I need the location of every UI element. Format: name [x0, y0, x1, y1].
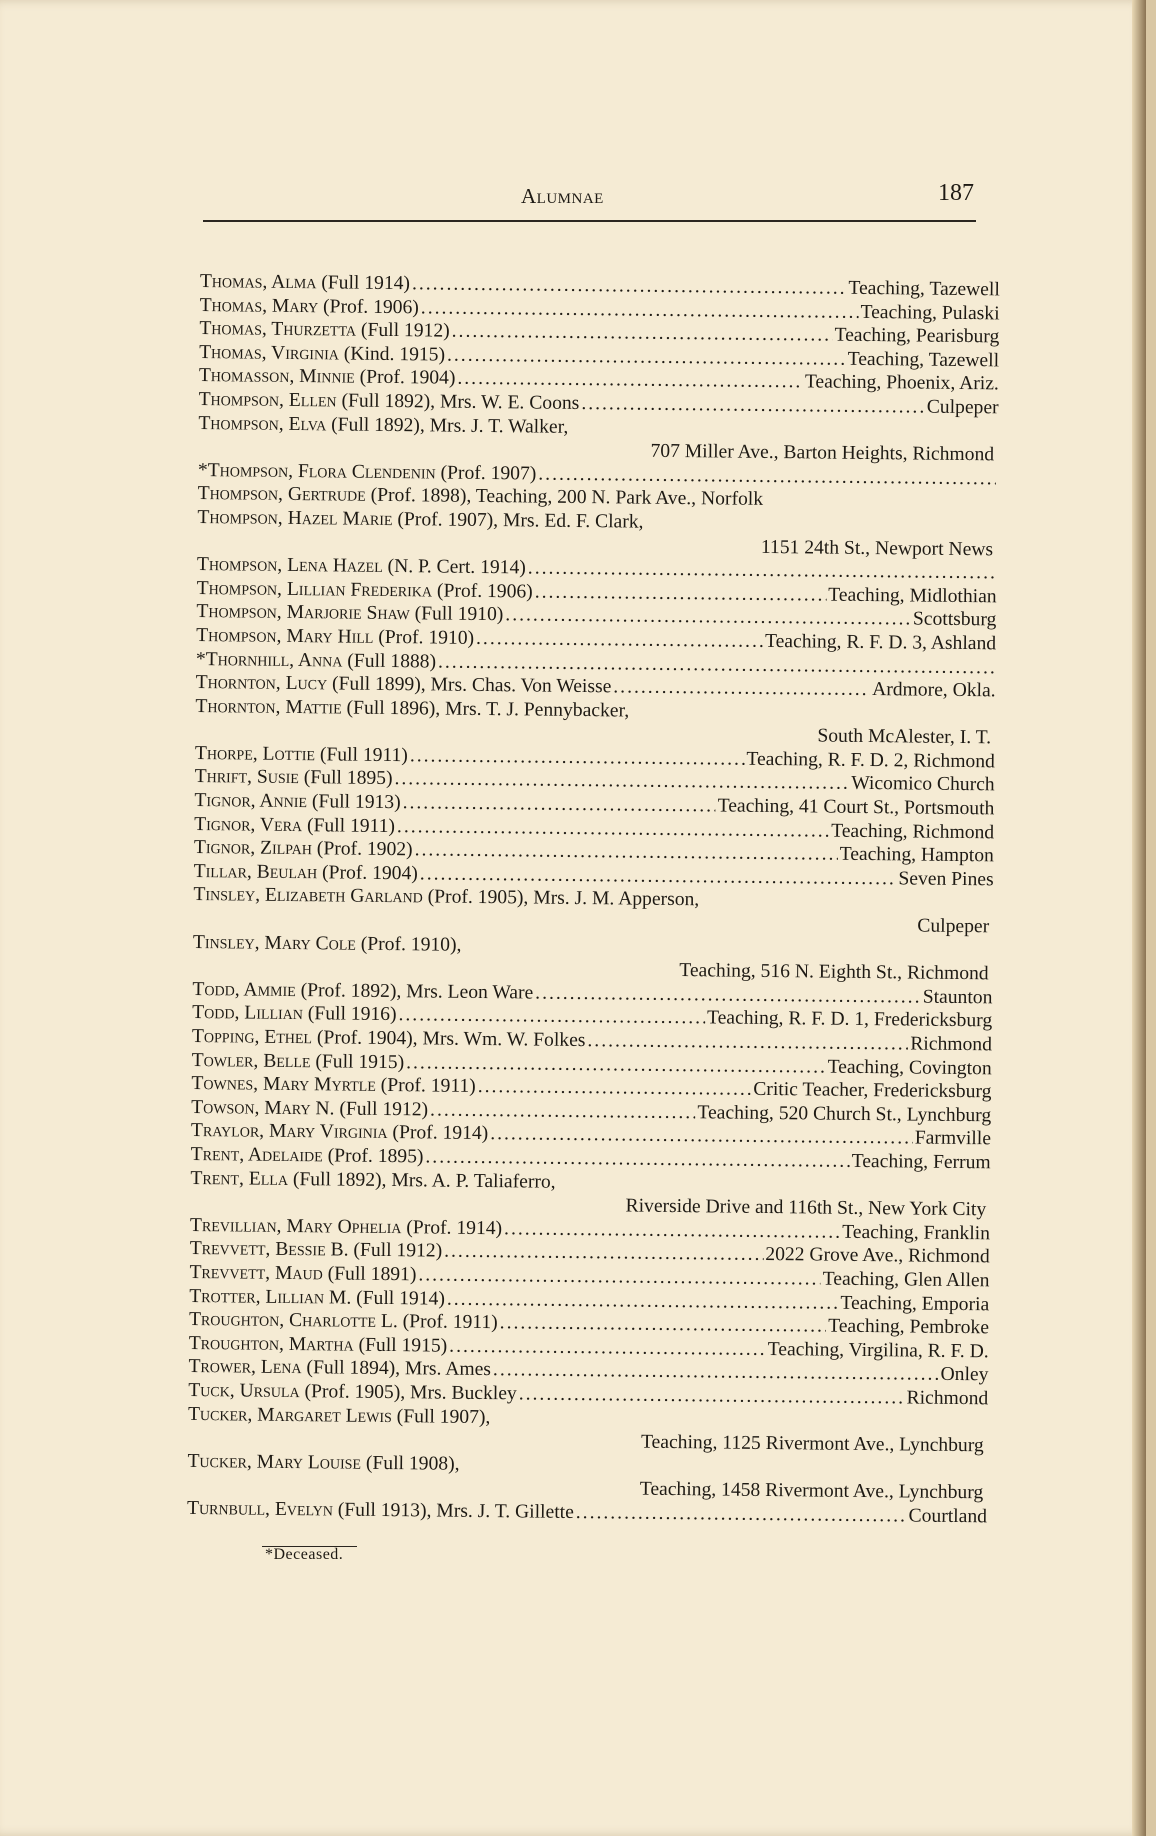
- alumna-name: Traylor, Mary Virginia: [190, 1120, 388, 1144]
- page-number: 187: [938, 180, 974, 206]
- alumna-location: Courtland: [908, 1505, 988, 1528]
- alumna-location: Culpeper: [926, 396, 999, 419]
- alumna-detail: (Prof. 1906): [322, 295, 419, 318]
- alumna-name: Tignor, Vera: [194, 813, 303, 836]
- alumna-location: Teaching, R. F. D. 2, Richmond: [746, 748, 996, 773]
- alumna-detail: (Full 1892), Mrs. A. P. Taliaferro,: [292, 1168, 556, 1193]
- alumna-detail: (N. P. Cert. 1914): [387, 556, 526, 579]
- alumna-location: Teaching, Ferrum: [851, 1150, 991, 1174]
- alumna-detail: (Full 1895): [303, 767, 393, 790]
- leader-dots: [476, 627, 763, 654]
- alumna-detail: (Prof. 1904): [359, 367, 456, 390]
- alumna-name: Trevvett, Bessie B.: [189, 1238, 349, 1261]
- alumna-location: Wicomico Church: [851, 773, 995, 796]
- leader-dots: [535, 580, 827, 607]
- alumna-name: Thompson, Hazel Marie: [197, 506, 393, 530]
- alumna-detail: (Full 1911): [306, 814, 396, 837]
- alumna-address-continuation: Riverside Drive and 116th St., New York City: [625, 1195, 987, 1221]
- running-head: Alumnae: [521, 184, 604, 208]
- alumna-detail: (Prof. 1905), Mrs. J. M. Apperson,: [427, 886, 700, 911]
- alumna-location: Teaching, Emporia: [840, 1292, 990, 1315]
- leader-dots: [500, 1311, 827, 1338]
- alumna-location: Teaching, R. F. D. 3, Ashland: [764, 630, 997, 655]
- leader-dots: [449, 1334, 766, 1361]
- leader-dots: [430, 1098, 696, 1124]
- alumna-detail: (Full 1910): [414, 603, 504, 626]
- alumna-location: Teaching, Covington: [827, 1056, 992, 1079]
- alumna-detail: (Prof. 1895): [327, 1145, 424, 1168]
- alumna-name: Tinsley, Mary Cole: [192, 931, 357, 955]
- alumna-detail: (Full 1912): [353, 1240, 443, 1262]
- alumna-name: Towler, Belle: [191, 1049, 311, 1072]
- alumna-name: Todd, Lillian: [192, 1002, 304, 1025]
- alumna-name: Tillar, Beulah: [193, 860, 318, 884]
- alumna-detail: (Full 1891): [327, 1263, 417, 1286]
- alumna-detail: (Full 1912): [360, 319, 450, 342]
- alumna-location: Teaching, Hampton: [839, 843, 995, 867]
- leader-dots: [398, 1004, 705, 1031]
- page-header: [203, 180, 976, 222]
- alumna-detail: (Full 1913), Mrs. J. T. Gillette: [337, 1499, 574, 1523]
- alumna-location: Teaching, Pembroke: [828, 1315, 990, 1339]
- leader-dots: [587, 1029, 908, 1056]
- alumna-detail: (Full 1911): [319, 744, 409, 767]
- alumna-location: Teaching, Glen Allen: [822, 1268, 990, 1292]
- alumna-name: Trotter, Lillian M.: [189, 1285, 352, 1309]
- alumna-address-continuation: South McAlester, I. T.: [817, 725, 992, 749]
- alumna-location: Teaching, 520 Church St., Lynchburg: [697, 1102, 992, 1127]
- leader-dots: [581, 392, 925, 419]
- alumna-name: Thompson, Elva: [198, 412, 327, 435]
- alumna-name: Thornton, Lucy: [195, 672, 328, 695]
- alumna-detail: (Prof. 1910),: [360, 933, 462, 956]
- alumna-location: Teaching, Franklin: [842, 1221, 991, 1245]
- leader-dots: [457, 367, 803, 394]
- leader-dots: [576, 1501, 907, 1528]
- alumna-name: Tignor, Annie: [194, 790, 308, 813]
- alumna-address-continuation: Teaching, 516 N. Eighth St., Richmond: [679, 960, 989, 985]
- alumna-name: Topping, Ethel: [191, 1025, 313, 1049]
- alumna-detail: (Full 1915): [358, 1334, 448, 1357]
- alumna-detail: (Full 1916): [307, 1003, 397, 1026]
- alumna-location: Seven Pines: [898, 868, 994, 891]
- page-edge: [1132, 0, 1146, 1836]
- alumna-name: Tignor, Zilpah: [193, 837, 313, 860]
- alumna-detail: (Prof. 1905), Mrs. Buckley: [304, 1381, 517, 1405]
- leader-dots: [519, 1382, 905, 1410]
- alumna-location: Teaching, Virgilina, R. F. D.: [767, 1338, 989, 1363]
- alumna-name: Thomas, Mary: [199, 294, 319, 317]
- alumna-location: 2022 Grove Ave., Richmond: [765, 1244, 990, 1268]
- alumna-detail: (Full 1896), Mrs. T. J. Pennybacker,: [346, 697, 630, 722]
- alumna-detail: (Prof. 1907): [440, 462, 537, 485]
- alumna-location: Teaching, R. F. D. 1, Fredericksburg: [706, 1007, 993, 1032]
- alumna-location: Critic Teacher, Fredericksburg: [753, 1079, 992, 1103]
- alumna-name: *Thompson, Flora Clendenin: [197, 459, 436, 484]
- alumna-location: Teaching, Phoenix, Ariz.: [804, 371, 999, 395]
- alumna-address-continuation: Culpeper: [917, 915, 990, 938]
- alumna-name: Thompson, Marjorie Shaw: [196, 601, 410, 625]
- leader-dots: [410, 744, 745, 771]
- alumna-detail: (Prof. 1904), Mrs. Wm. W. Folkes: [316, 1027, 586, 1052]
- alumna-name: Troughton, Martha: [188, 1332, 354, 1356]
- alumna-name: Thompson, Ellen: [198, 388, 337, 412]
- alumna-name: Trent, Adelaide: [190, 1143, 323, 1167]
- alumna-name: Thorpe, Lottie: [194, 742, 316, 766]
- alumna-detail: (Full 1915): [315, 1050, 405, 1073]
- alumna-detail: (Prof. 1911): [380, 1075, 476, 1098]
- alumna-detail: (Prof. 1911): [402, 1311, 498, 1334]
- alumna-detail: (Kind. 1915): [343, 343, 446, 366]
- alumna-location: Richmond: [906, 1387, 989, 1410]
- alumna-name: Thrift, Susie: [194, 766, 300, 789]
- alumna-name: Towson, Mary N.: [191, 1096, 335, 1120]
- alumna-name: Townes, Mary Myrtle: [191, 1073, 376, 1097]
- alumna-location: Teaching, Pulaski: [860, 301, 1000, 324]
- alumnae-list: [187, 270, 1000, 1529]
- alumna-detail: (Prof. 1907), Mrs. Ed. F. Clark,: [397, 509, 644, 533]
- alumna-location: Teaching, Midlothian: [828, 584, 997, 608]
- alumna-detail: (Prof. 1914): [406, 1216, 503, 1239]
- alumna-detail: (Full 1892), Mrs. W. E. Coons: [341, 390, 580, 414]
- alumna-detail: (Full 1914): [356, 1287, 446, 1310]
- alumna-location: Teaching, 41 Court St., Portsmouth: [717, 795, 995, 820]
- alumna-name: Thompson, Mary Hill: [196, 624, 374, 648]
- alumna-name: Thomas, Virginia: [199, 341, 340, 365]
- alumna-location: Teaching, Tazewell: [847, 348, 1000, 372]
- alumna-name: Trower, Lena: [188, 1356, 302, 1379]
- leader-dots: [444, 1240, 763, 1267]
- alumna-name: Tinsley, Elizabeth Garland: [193, 884, 423, 908]
- alumna-detail: (Full 1907),: [396, 1405, 491, 1428]
- alumna-detail: (Full 1908),: [365, 1452, 460, 1475]
- alumna-name: *Thornhill, Anna: [195, 648, 343, 672]
- alumna-detail: (Full 1899), Mrs. Chas. Von Weisse: [331, 673, 612, 698]
- alumna-location: Teaching, Pearisburg: [834, 324, 1000, 348]
- alumna-name: Trevvett, Maud: [189, 1261, 323, 1285]
- alumna-name: Thomasson, Minnie: [198, 365, 355, 389]
- alumna-name: Trevillian, Mary Ophelia: [189, 1214, 402, 1238]
- leader-dots: [613, 675, 870, 701]
- alumna-location: Ardmore, Okla.: [872, 679, 996, 702]
- alumna-address-continuation: Teaching, 1125 Rivermont Ave., Lynchburg: [640, 1431, 984, 1457]
- alumna-location: Staunton: [922, 986, 993, 1009]
- alumna-name: Thornton, Mattie: [195, 695, 342, 719]
- leader-dots: [504, 1217, 840, 1244]
- alumna-location: Teaching, Tazewell: [848, 277, 1000, 301]
- alumna-detail: (Prof. 1892), Mrs. Leon Ware: [300, 979, 534, 1004]
- alumna-address-continuation: Teaching, 1458 Rivermont Ave., Lynchburg: [639, 1478, 984, 1504]
- alumna-detail: (Full 1894), Mrs. Ames: [306, 1357, 492, 1381]
- alumna-detail: (Prof. 1898), Teaching, 200 N. Park Ave., Norfolk: [370, 485, 764, 511]
- alumna-detail: (Full 1892), Mrs. J. T. Walker,: [331, 413, 569, 438]
- alumna-name: Troughton, Charlotte L.: [188, 1309, 398, 1333]
- alumna-name: Todd, Ammie: [192, 978, 296, 1001]
- leader-dots: [478, 1075, 752, 1101]
- alumna-location: Farmville: [914, 1127, 992, 1150]
- alumna-detail: (Full 1914): [321, 272, 411, 295]
- alumna-detail: (Prof. 1910): [378, 626, 475, 649]
- alumna-detail: (Full 1888): [347, 650, 437, 672]
- alumna-detail: (Prof. 1902): [316, 838, 413, 861]
- alumna-detail: (Prof. 1904): [321, 862, 418, 885]
- alumna-name: Trent, Ella: [190, 1167, 289, 1190]
- alumna-name: Tuck, Ursula: [188, 1379, 300, 1403]
- footnote: *Deceased.: [265, 1546, 344, 1563]
- alumna-name: Thomas, Thurzetta: [199, 318, 357, 341]
- alumna-name: Thompson, Lena Hazel: [196, 554, 383, 578]
- alumna-location: Scottsburg: [912, 608, 997, 631]
- leader-dots: [403, 791, 716, 818]
- alumna-location: Teaching, Richmond: [831, 820, 995, 844]
- alumna-location: Richmond: [910, 1033, 993, 1056]
- alumna-name: Thomas, Alma: [199, 270, 317, 294]
- alumna-detail: (Prof. 1914): [392, 1122, 489, 1145]
- alumna-address-continuation: 707 Miller Ave., Barton Heights, Richmond: [650, 440, 995, 466]
- alumna-name: Thompson, Gertrude: [197, 483, 366, 507]
- alumna-name: Tucker, Mary Louise: [187, 1450, 362, 1474]
- alumna-address-continuation: 1151 24th St., Newport News: [760, 536, 994, 560]
- alumna-name: Thompson, Lillian Frederika: [196, 577, 433, 602]
- alumna-detail: (Full 1912): [339, 1098, 429, 1121]
- alumna-name: Tucker, Margaret Lewis: [187, 1403, 392, 1427]
- alumna-detail: (Full 1913): [311, 791, 401, 814]
- alumna-detail: (Prof. 1906): [436, 580, 533, 603]
- alumna-name: Turnbull, Evelyn: [186, 1497, 334, 1521]
- alumna-location: Onley: [940, 1364, 989, 1386]
